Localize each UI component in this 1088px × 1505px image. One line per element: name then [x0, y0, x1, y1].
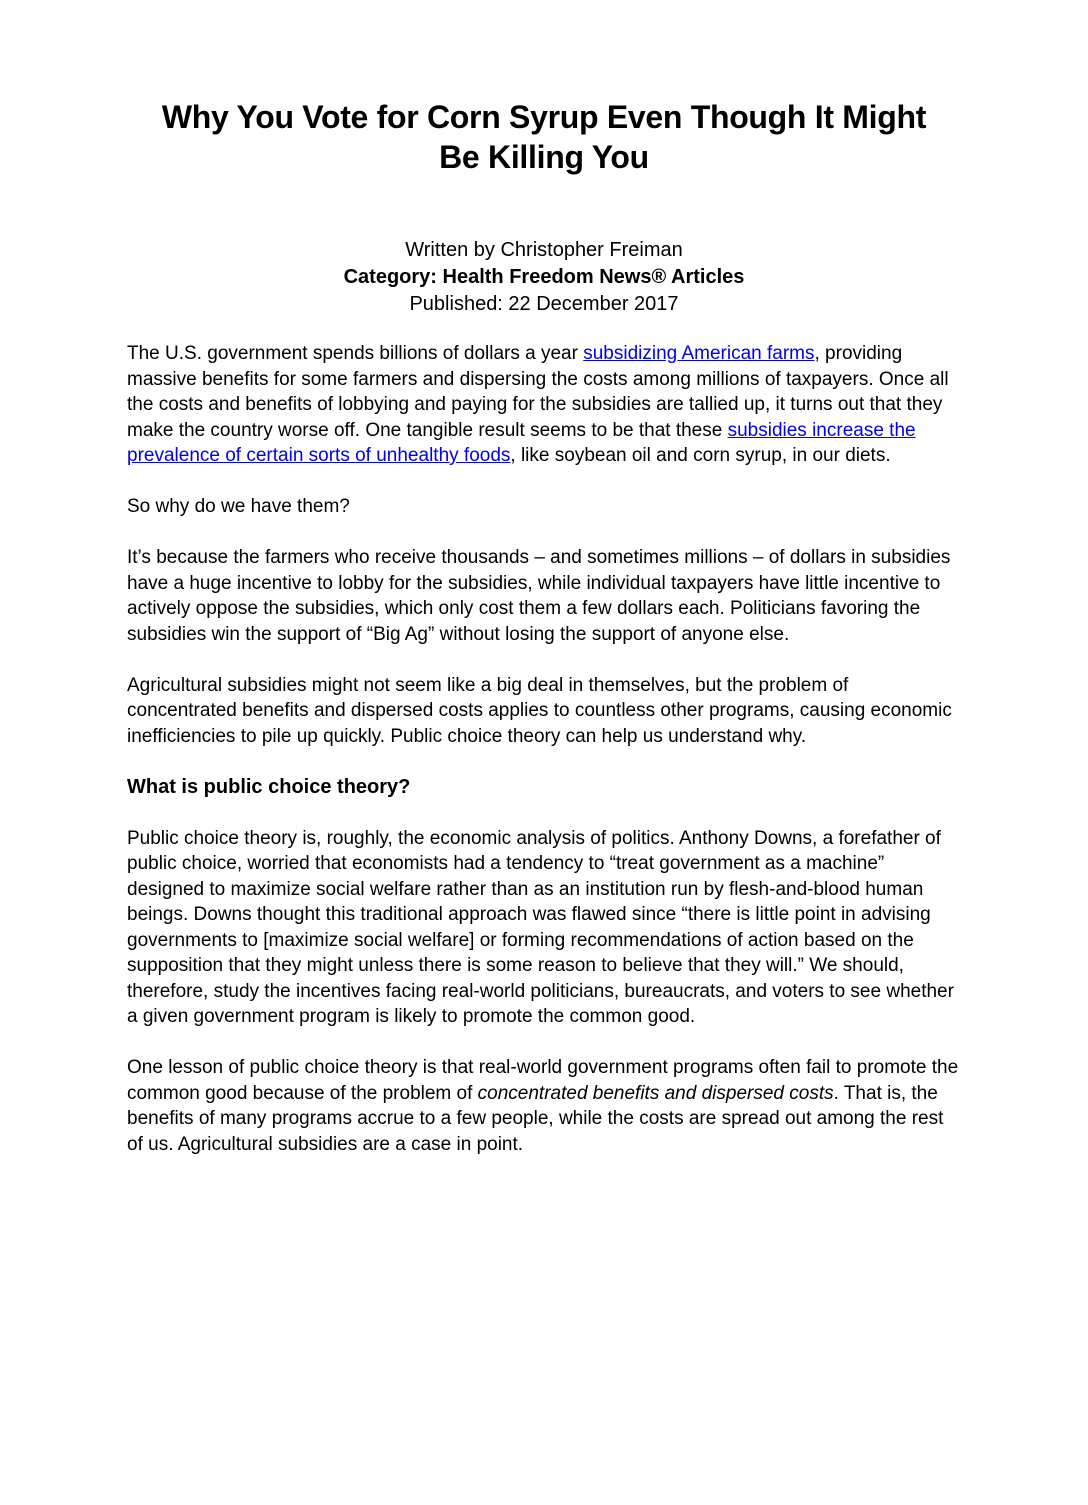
link-subsidies-unhealthy-foods[interactable]: subsidies increase the prevalence of certain sorts of unhealthy foods: [127, 419, 916, 466]
paragraph-intro-text-2: , providing massive benefits for some farmers and dispersing the costs among millions of taxpayers. Once all the costs and benefits of lobbying and paying for the subsidies are tallied up, it turns out that they make the country worse off. One tangible result seems to be that these: [127, 343, 949, 441]
paragraph-intro-text-3: , like soybean oil and corn syrup, in our diets.: [510, 445, 891, 466]
article-published-date: Published: 22 December 2017: [409, 293, 679, 315]
paragraph-incentives: It’s because the farmers who receive thousands – and sometimes millions – of dollars in subsidies have a huge incentive to lobby for the subsidies, while individual taxpayers have little incentive to actively oppose the subsidies, which only cost them a few dollars each. Politicians favoring the subsidies win the support of “Big Ag” without losing the support of anyone else.: [127, 547, 951, 645]
paragraph-lesson-text-1: One lesson of public choice theory is that real-world government programs often fail to promote the common good because of the problem of: [127, 1057, 959, 1104]
emphasis-concentrated-benefits: concentrated benefits and dispersed costs: [477, 1082, 834, 1104]
paragraph-question: So why do we have them?: [127, 496, 350, 517]
paragraph-lesson: [127, 1055, 961, 1157]
article-title: [127, 97, 961, 177]
article-title-line-2: Be Killing You: [439, 139, 649, 175]
section-heading-public-choice: What is public choice theory?: [127, 775, 411, 798]
paragraph-big-deal: Agricultural subsidies might not seem like a big deal in themselves, but the problem of concentrated benefits and dispersed costs applies to countless other programs, causing economic inefficiencies to pile up quickly. Public choice theory can help us understand why.: [127, 674, 952, 747]
article-byline: Written by Christopher Freiman: [405, 239, 683, 261]
article-category: Category: Health Freedom News® Articles: [343, 266, 745, 288]
article-body: [127, 341, 961, 1157]
paragraph-lesson-text-2: . That is, the benefits of many programs accrue to a few people, while the costs are spread out among the rest of us. Agricultural subsidies are a case in point.: [127, 1082, 944, 1155]
article-meta: [127, 237, 961, 318]
paragraph-intro: [127, 341, 961, 469]
paragraph-public-choice: Public choice theory is, roughly, the economic analysis of politics. Anthony Downs, a forefather of public choice, worried that economists had a tendency to “treat government as a machine” designed to maximize social welfare rather than as an institution run by flesh-and-blood human beings. Downs thought this traditional approach was flawed since “there is little point in advising governments to [maximize social welfare] or forming recommendations of action based on the supposition that they might unless there is some reason to believe that they will.” We should, therefore, study the incentives facing real-world politicians, bureaucrats, and voters to see whether a given government program is likely to promote the common good.: [127, 827, 954, 1027]
article-title-line-1: Why You Vote for Corn Syrup Even Though It Might: [161, 99, 927, 135]
link-subsidizing-american-farms[interactable]: subsidizing American farms: [583, 343, 815, 364]
document-page: [0, 97, 1088, 1505]
paragraph-intro-text-1: The U.S. government spends billions of dollars a year: [127, 343, 584, 364]
